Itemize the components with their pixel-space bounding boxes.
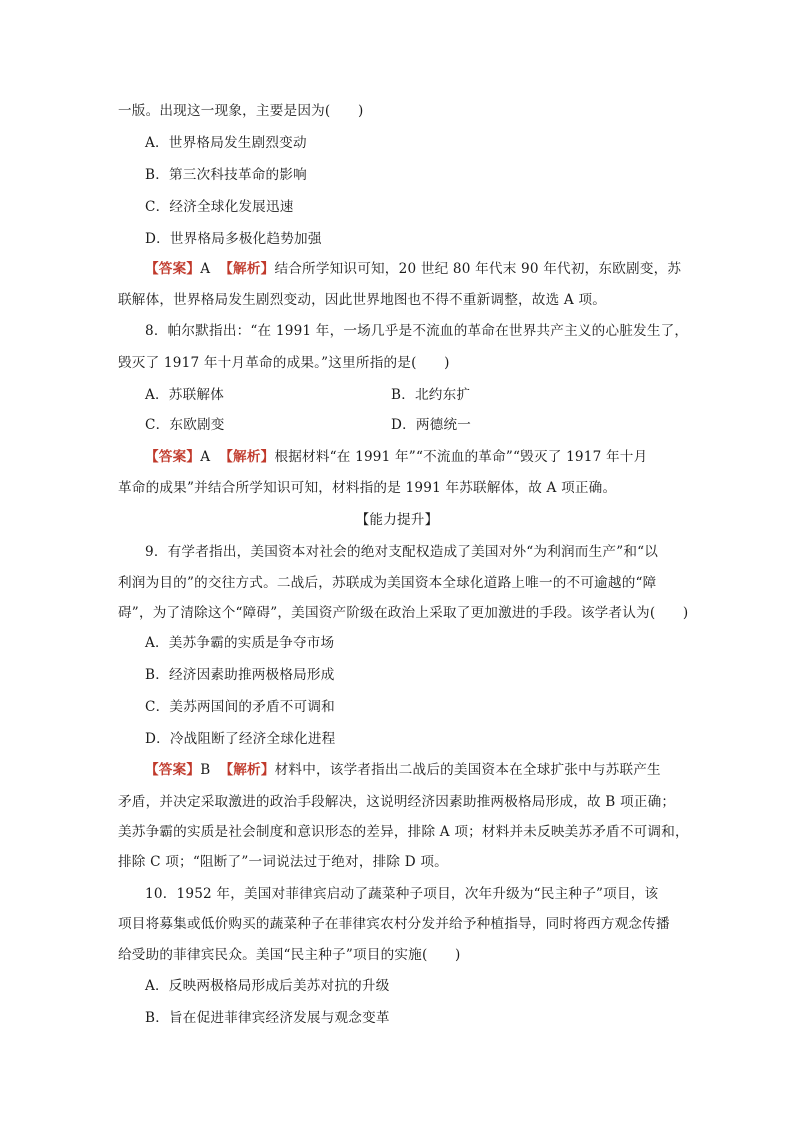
answer-value: B (200, 762, 211, 778)
q9-analysis-line-3: 美苏争霸的实质是社会制度和意识形态的差异，排除 A 项；材料并未反映美苏矛盾不可调和， (118, 824, 689, 840)
q8-stem-line-2: 毁灭了 1917 年十月革命的成果。”这里所指的是( ) (118, 355, 450, 371)
q9-option-a: A．美苏争霸的实质是争夺市场 (145, 635, 335, 651)
q9-option-d: D．冷战阻断了经济全球化进程 (145, 731, 336, 747)
q7-analysis-line-2: 联解体，世界格局发生剧烈变动，因此世界地图也不得不重新调整，故选 A 项。 (118, 292, 607, 308)
analysis-text: 材料中，该学者指出二战后的美国资本在全球扩张中与苏联产生 (274, 762, 661, 778)
answer-tag: 【答案】 (145, 449, 201, 465)
q9-option-c: C．美苏两国间的矛盾不可调和 (145, 699, 335, 715)
q9-stem-line-1: 9．有学者指出，美国资本对社会的绝对支配权造成了美国对外“为利润而生产”和“以 (145, 544, 659, 560)
q9-stem-line-3: 碍”，为了清除这个“障碍”，美国资产阶级在政治上采取了更加激进的手段。该学者认为( ) (118, 605, 689, 621)
analysis-tag: 【解析】 (219, 261, 275, 277)
q7-option-a: A．世界格局发生剧烈变动 (145, 135, 307, 151)
q10-stem-line-3: 给受助的菲律宾民众。美国“民主种子”项目的实施( ) (118, 947, 461, 963)
q10-option-a: A．反映两极格局形成后美苏对抗的升级 (145, 978, 390, 994)
q7-option-b: B．第三次科技革命的影响 (145, 167, 307, 183)
analysis-tag: 【解析】 (219, 449, 275, 465)
q9-answer-line (145, 760, 661, 780)
q9-analysis-line-4: 排除 C 项；“阻断了”一词说法过于绝对，排除 D 项。 (118, 854, 448, 870)
q10-stem-line-2: 项目将募集或低价购买的蔬菜种子在菲律宾农村分发并给予种植指导，同时将西方观念传播 (118, 916, 670, 932)
q8-option-c: C．东欧剧变 (145, 417, 225, 433)
q8-answer-line (145, 447, 647, 467)
q8-option-d: D．两德统一 (391, 417, 472, 433)
q8-analysis-line-2: 革命的成果”并结合所学知识可知，材料指的是 1991 年苏联解体，故 A 项正确。 (118, 480, 617, 496)
q9-analysis-line-2: 矛盾，并决定采取激进的政治手段解决，这说明经济因素助推两极格局形成，故 B 项正确； (118, 794, 676, 810)
q8-option-a: A．苏联解体 (145, 387, 224, 403)
q7-answer-line (145, 259, 681, 279)
q8-stem-line-1: 8．帕尔默指出：“在 1991 年，一场几乎是不流血的革命在世界共产主义的心脏发生了， (145, 323, 689, 339)
answer-value: A (200, 261, 211, 277)
analysis-text: 根据材料“在 1991 年”“不流血的革命”“毁灭了 1917 年十月 (274, 449, 648, 465)
answer-tag: 【答案】 (145, 261, 201, 277)
q7-option-d: D．世界格局多极化趋势加强 (145, 231, 322, 247)
q10-option-b: B．旨在促进菲律宾经济发展与观念变革 (145, 1010, 390, 1026)
q7-option-c: C．经济全球化发展迅速 (145, 199, 294, 215)
analysis-tag: 【解析】 (219, 762, 275, 778)
q9-stem-line-2: 利润为目的”的交往方式。二战后，苏联成为美国资本全球化道路上唯一的不可逾越的“障 (118, 575, 657, 591)
answer-value: A (200, 449, 211, 465)
answer-tag: 【答案】 (145, 762, 201, 778)
analysis-text: 结合所学知识可知，20 世纪 80 年代末 90 年代初，东欧剧变，苏 (274, 261, 682, 277)
q10-stem-line-1: 10．1952 年，美国对菲律宾启动了蔬菜种子项目，次年升级为“民主种子”项目，该 (145, 886, 659, 902)
section-title: 【能力提升】 (355, 512, 439, 528)
q7-stem-tail: 一版。出现这一现象，主要是因为( ) (118, 103, 364, 119)
q9-option-b: B．经济因素助推两极格局形成 (145, 667, 335, 683)
q8-option-b: B．北约东扩 (391, 387, 471, 403)
